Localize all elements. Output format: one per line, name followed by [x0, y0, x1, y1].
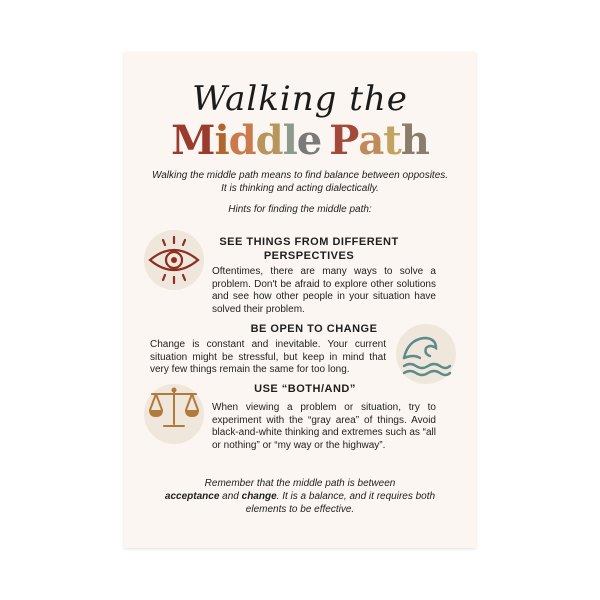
intro-text: Walking the middle path means to find balance between opposites. It is thinking and acting dialectically.: [151, 170, 449, 194]
title-letter: M: [171, 117, 215, 164]
title-letter: e: [296, 117, 322, 164]
section-heading-change: BE OPEN TO CHANGE: [250, 323, 378, 335]
title-letter: d: [228, 117, 256, 164]
title-letter: a: [358, 117, 384, 164]
title-script: Walking the: [192, 79, 408, 119]
hint-text: Hints for finding the middle path:: [228, 204, 372, 215]
footer-rest: . It is a balance, and it requires both elements to be effective.: [245, 491, 436, 515]
footer-line1: Remember that the middle path is between: [204, 478, 396, 489]
wave-icon: [400, 332, 452, 378]
footer-text: [160, 477, 440, 516]
section-body-change: Change is constant and inevitable. Your current situation might be stressful, but keep in mind that very few things remain the same for too long.: [150, 339, 386, 375]
title-letter: t: [383, 117, 401, 164]
footer-acceptance: acceptance: [164, 491, 220, 502]
section-heading-both-and: USE “BOTH/AND”: [254, 383, 356, 395]
scales-icon: [146, 386, 202, 432]
footer-change: change: [241, 491, 277, 502]
poster: [124, 52, 476, 548]
footer-and: and: [222, 491, 239, 502]
title-letter: P: [329, 117, 359, 164]
title-letter: i: [214, 117, 229, 164]
title-letter: d: [255, 117, 283, 164]
title-letter: l: [282, 117, 297, 164]
section-body-perspectives: Oftentimes, there are many ways to solve a problem. Don't be afraid to explore other solutions and see how other people in your situation have solved their problem.: [212, 266, 436, 315]
eye-icon: [146, 234, 202, 286]
section-body-both-and: When viewing a problem or situation, try to experiment with the “gray area” of things. Avoid black-and-white thinking and extremes such as “all or nothing” or “my way or the highway”.: [212, 402, 436, 451]
title-big: [124, 117, 476, 164]
section-heading-perspectives: SEE THINGS FROM DIFFERENT PERSPECTIVES: [219, 236, 399, 262]
title-letter: h: [400, 117, 429, 164]
